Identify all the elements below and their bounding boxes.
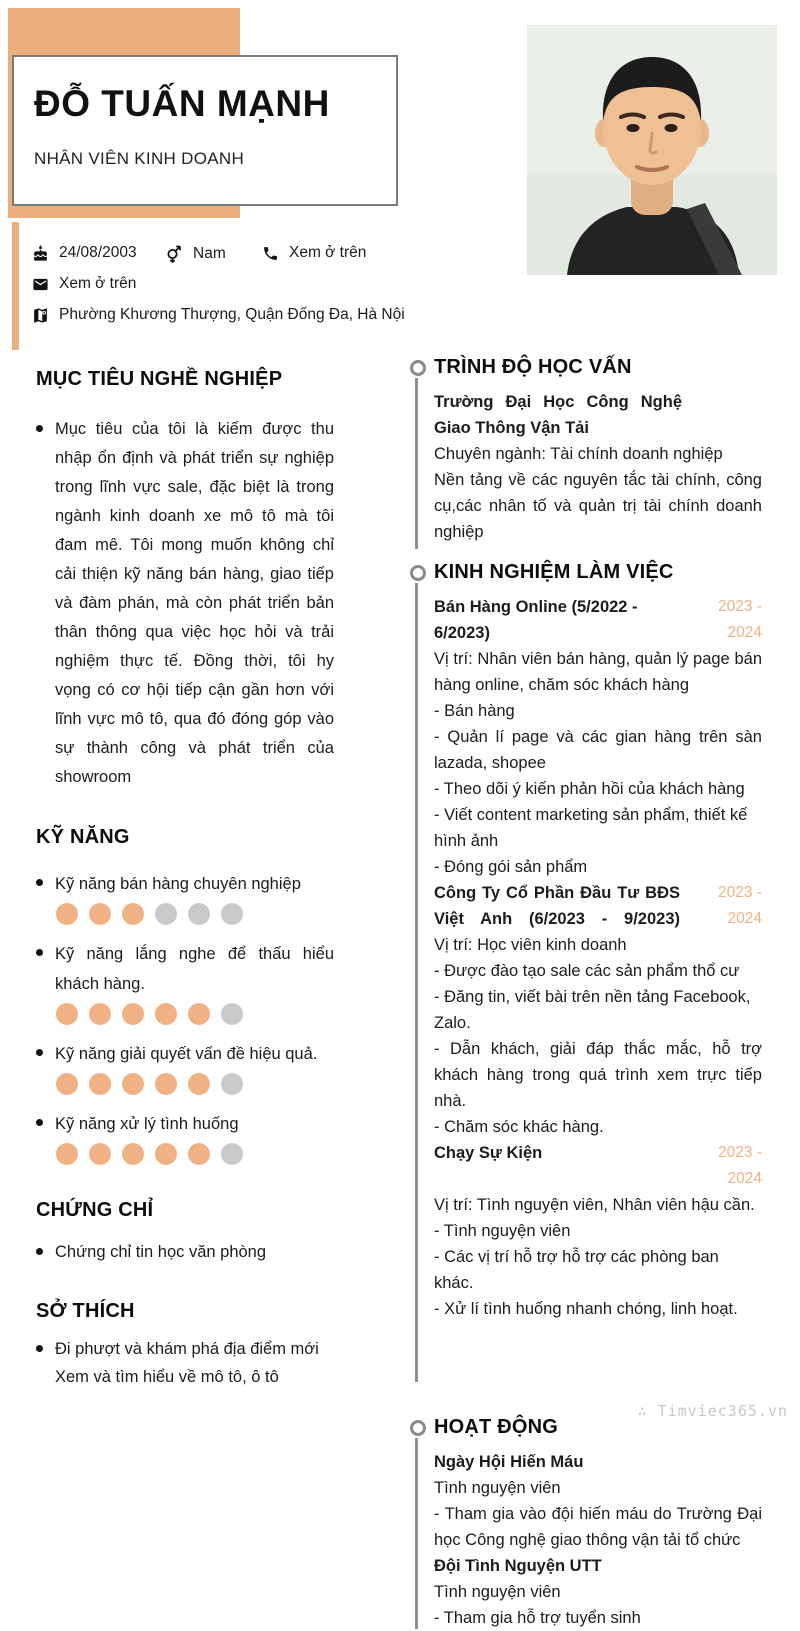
experience-heading: KINH NGHIỆM LÀM VIỆC bbox=[434, 561, 674, 583]
skill-label-row bbox=[36, 939, 334, 999]
rating-dot-filled bbox=[155, 1073, 177, 1095]
gender-value: Nam bbox=[193, 245, 226, 262]
job-line: - Chăm sóc khác hàng. bbox=[434, 1118, 604, 1136]
rating-dot-filled bbox=[155, 1143, 177, 1165]
dob-value: 24/08/2003 bbox=[59, 244, 137, 261]
skill-label: Kỹ năng xử lý tình huống bbox=[55, 1115, 239, 1133]
rating-dot-filled bbox=[188, 1073, 210, 1095]
job-header bbox=[434, 594, 762, 646]
skill-item bbox=[36, 1109, 334, 1165]
address-value: Phường Khương Thượng, Quận Đống Đa, Hà Nội bbox=[59, 306, 405, 323]
rating-dot-empty bbox=[221, 1003, 243, 1025]
experience-section bbox=[410, 561, 762, 1378]
school-name: Trường Đại Học Công Nghệ Giao Thông Vận Tải bbox=[434, 393, 682, 437]
job-date: 2023 - 2024 bbox=[718, 1144, 762, 1187]
bullet-dot bbox=[36, 949, 43, 956]
skill-label-row bbox=[36, 1039, 334, 1069]
job-line: - Được đào tạo sale các sản phẩm thổ cư bbox=[434, 962, 740, 980]
rating-dot-filled bbox=[122, 1143, 144, 1165]
skill-item bbox=[36, 1039, 334, 1095]
activity-title: Đội Tình Nguyện UTT bbox=[434, 1557, 602, 1575]
job-date: 2023 - 2024 bbox=[718, 598, 762, 641]
bullet-dot bbox=[36, 1119, 43, 1126]
left-column bbox=[36, 368, 334, 1391]
rating-dot-filled bbox=[188, 1003, 210, 1025]
hobby-line-2: Xem và tìm hiểu về mô tô, ô tô bbox=[55, 1368, 279, 1386]
job-line: - Viết content marketing sản phẩm, thiết kế hình ảnh bbox=[434, 806, 748, 850]
timeline-circle-icon bbox=[410, 360, 426, 376]
rating-dot-filled bbox=[89, 1003, 111, 1025]
job-header bbox=[434, 880, 762, 932]
rating-dot-filled bbox=[89, 1073, 111, 1095]
objective-heading: MỤC TIÊU NGHỀ NGHIỆP bbox=[36, 368, 283, 390]
certificate-item bbox=[36, 1238, 334, 1266]
job-title: Bán Hàng Online (5/2022 - 6/2023) bbox=[434, 598, 638, 642]
job-title: Công Ty Cổ Phần Đầu Tư BĐS Việt Anh (6/2023 - 9/2023) bbox=[434, 884, 680, 928]
skill-label: Kỹ năng giải quyết vấn đề hiệu quả. bbox=[55, 1045, 318, 1063]
bullet-dot bbox=[36, 425, 43, 432]
rating-dot-filled bbox=[188, 1143, 210, 1165]
contact-row-3 bbox=[32, 306, 472, 337]
right-column bbox=[410, 356, 762, 1631]
job-line: - Đóng gói sản phẩm bbox=[434, 858, 588, 876]
accent-side-bar bbox=[12, 222, 19, 350]
activity-role: Tình nguyện viên bbox=[434, 1583, 561, 1601]
rating-dot-empty bbox=[221, 903, 243, 925]
bullet-dot bbox=[36, 1345, 43, 1352]
contact-row-2 bbox=[32, 275, 472, 306]
activities-section bbox=[410, 1416, 762, 1631]
bullet-dot bbox=[36, 1049, 43, 1056]
objective-text: Mục tiêu của tôi là kiếm được thu nhập ổn định và phát triển sự nghiệp trong lĩnh vực sale, đặc biệt là trong ngành kinh doanh xe mô tô mà tôi đam mê. Tôi mong muốn không chỉ cải thiện kỹ năng bán hàng, giao tiếp và đàm phán, mà còn phát triển bản thân thông qua việc học hỏi và trải nghiệm thực tế. Đồng thời, tôi hy vọng có cơ hội tiếp cận gần hơn với lĩnh vực mô tô, qua đó đóng góp vào sự thành công và phát triển của showroom bbox=[55, 420, 334, 786]
bullet-dot bbox=[36, 879, 43, 886]
rating-dot-empty bbox=[221, 1073, 243, 1095]
education-section bbox=[410, 356, 762, 545]
rating-dot-filled bbox=[89, 1143, 111, 1165]
job-header bbox=[434, 1140, 762, 1192]
avatar-illustration bbox=[527, 25, 777, 275]
skill-label: Kỹ năng lắng nghe để thấu hiểu khách hàng. bbox=[55, 945, 334, 993]
job-line: - Quản lí page và các gian hàng trên sàn lazada, shopee bbox=[434, 728, 762, 772]
job-line: - Các vị trí hỗ trợ hỗ trợ các phòng ban khác. bbox=[434, 1248, 719, 1292]
job-line: - Dẫn khách, giải đáp thắc mắc, hỗ trợ khách hàng trong quá trình xem trực tiếp nhà. bbox=[434, 1040, 762, 1110]
phone-icon bbox=[262, 245, 279, 262]
job-line: - Tình nguyện viên bbox=[434, 1222, 571, 1240]
contact-phone bbox=[262, 244, 366, 262]
cake-icon bbox=[32, 245, 49, 262]
rating-dot-filled bbox=[89, 903, 111, 925]
skill-rating bbox=[56, 903, 334, 925]
education-major: Chuyên ngành: Tài chính doanh nghiệp bbox=[434, 445, 723, 463]
person-job-title: NHÂN VIÊN KINH DOANH bbox=[34, 149, 245, 168]
job-line: - Xử lí tình huống nhanh chóng, linh hoạt. bbox=[434, 1300, 738, 1318]
job-date: 2023 - 2024 bbox=[718, 884, 762, 927]
job-line: Vị trí: Nhân viên bán hàng, quản lý page bán hàng online, chăm sóc khách hàng bbox=[434, 650, 762, 694]
skill-label-row bbox=[36, 1109, 334, 1139]
education-desc: Nền tảng về các nguyên tắc tài chính, công cụ,các nhân tố và quản trị tài chính doanh nghiệp bbox=[434, 471, 762, 541]
skill-item bbox=[36, 869, 334, 925]
skill-rating bbox=[56, 1003, 334, 1025]
skill-item bbox=[36, 939, 334, 1025]
skill-rating bbox=[56, 1073, 334, 1095]
timeline-circle-icon bbox=[410, 565, 426, 581]
skill-label-row bbox=[36, 869, 334, 899]
certificates-heading: CHỨNG CHỈ bbox=[36, 1199, 154, 1221]
rating-dot-filled bbox=[56, 1143, 78, 1165]
hobbies-heading: SỞ THÍCH bbox=[36, 1300, 135, 1322]
contact-email bbox=[32, 275, 136, 293]
rating-dot-filled bbox=[122, 1073, 144, 1095]
education-heading: TRÌNH ĐỘ HỌC VẤN bbox=[434, 356, 632, 378]
skill-label: Kỹ năng bán hàng chuyên nghiệp bbox=[55, 875, 301, 893]
rating-dot-filled bbox=[122, 903, 144, 925]
rating-dot-filled bbox=[56, 1073, 78, 1095]
job-line: Vị trí: Học viên kinh doanh bbox=[434, 936, 627, 954]
activity-role: Tình nguyện viên bbox=[434, 1479, 561, 1497]
skill-rating bbox=[56, 1143, 334, 1165]
name-box bbox=[12, 55, 398, 206]
map-pin-icon bbox=[32, 307, 49, 324]
timeline-circle-icon bbox=[410, 1420, 426, 1436]
rating-dot-filled bbox=[155, 1003, 177, 1025]
rating-dot-empty bbox=[155, 903, 177, 925]
contact-dob bbox=[32, 244, 137, 262]
contact-block bbox=[32, 244, 472, 337]
hobby-item bbox=[36, 1335, 334, 1363]
rating-dot-filled bbox=[122, 1003, 144, 1025]
envelope-icon bbox=[32, 276, 49, 293]
activity-title: Ngày Hội Hiến Máu bbox=[434, 1453, 584, 1471]
profile-photo bbox=[527, 25, 777, 275]
email-value: Xem ở trên bbox=[59, 275, 137, 292]
activities-heading: HOẠT ĐỘNG bbox=[434, 1416, 559, 1438]
job-line: - Bán hàng bbox=[434, 702, 515, 720]
rating-dot-filled bbox=[56, 903, 78, 925]
gender-icon bbox=[165, 244, 183, 264]
activity-desc: - Tham gia vào đội hiến máu do Trường Đại học Công nghệ giao thông vận tải tổ chức bbox=[434, 1505, 762, 1549]
objective-item bbox=[36, 415, 334, 792]
person-name: ĐỖ TUẤN MẠNH bbox=[34, 83, 330, 124]
job-line: - Đăng tin, viết bài trên nền tảng Facebook, Zalo. bbox=[434, 988, 751, 1032]
rating-dot-empty bbox=[188, 903, 210, 925]
contact-address bbox=[32, 306, 405, 324]
contact-row-1 bbox=[32, 244, 472, 275]
watermark: ∴ Timviec365.vn bbox=[637, 1402, 788, 1420]
hobby-line-1: Đi phượt và khám phá địa điểm mới bbox=[55, 1340, 319, 1358]
job-line: Vị trí: Tình nguyện viên, Nhân viên hậu cần. bbox=[434, 1196, 755, 1214]
job-title: Chạy Sự Kiện bbox=[434, 1144, 543, 1162]
activity-desc: - Tham gia hỗ trợ tuyển sinh bbox=[434, 1609, 641, 1627]
phone-value: Xem ở trên bbox=[289, 244, 367, 261]
contact-gender bbox=[165, 244, 226, 264]
rating-dot-filled bbox=[56, 1003, 78, 1025]
skills-heading: KỸ NĂNG bbox=[36, 826, 130, 848]
certificate-text: Chứng chỉ tin học văn phòng bbox=[55, 1243, 267, 1261]
job-line: - Theo dõi ý kiến phản hồi của khách hàng bbox=[434, 780, 745, 798]
rating-dot-empty bbox=[221, 1143, 243, 1165]
bullet-dot bbox=[36, 1248, 43, 1255]
